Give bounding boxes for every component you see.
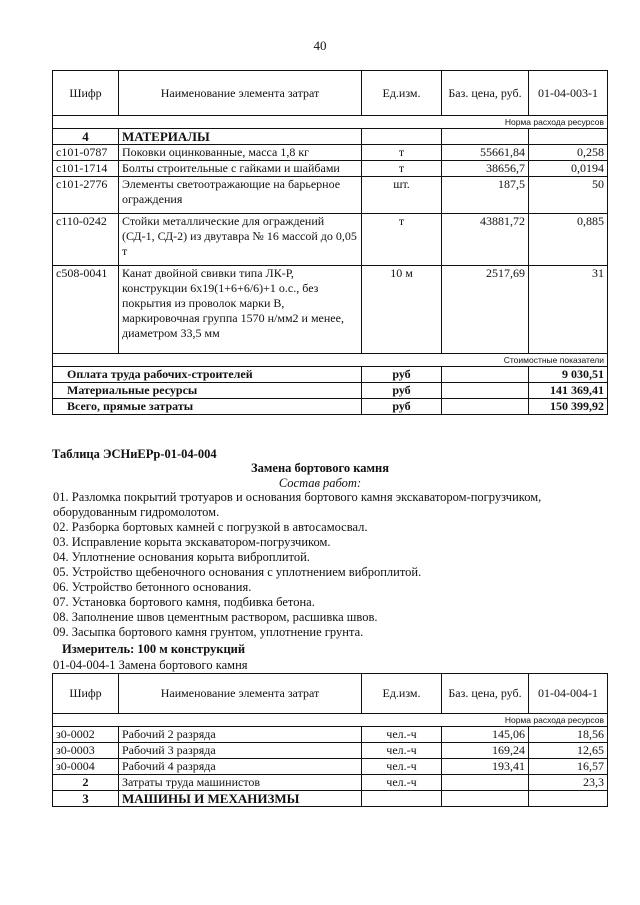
row-name: Стойки металлические для ограждений (СД-1, СД-2) из двутавра № 16 массой до 0,05 т [119, 214, 362, 266]
total-value: 150 399,92 [529, 399, 608, 415]
total-unit: руб [362, 399, 442, 415]
cost-label: Стоимостные показатели [53, 354, 608, 367]
row-price: 43881,72 [442, 214, 529, 266]
col-header-price: Баз. цена, руб. [442, 674, 529, 714]
row-value: 16,57 [529, 759, 608, 775]
row-unit: чел.-ч [362, 775, 442, 791]
row-unit: т [362, 145, 442, 161]
row-code: з0-0004 [53, 759, 119, 775]
table-row [53, 161, 608, 177]
table2-name: 01-04-004-1 Замена бортового камня [53, 658, 248, 672]
row-code: с508-0041 [53, 266, 119, 354]
work-item: 03. Исправление корыта экскаватором-погрузчиком. [53, 535, 331, 549]
row-name: Затраты труда машинистов [119, 775, 362, 791]
section-row [53, 791, 608, 807]
row-price: 2517,69 [442, 266, 529, 354]
row-name: Рабочий 3 разряда [119, 743, 362, 759]
col-header-item: 01-04-004-1 [529, 674, 608, 714]
row-price: 169,24 [442, 743, 529, 759]
total-unit: руб [362, 367, 442, 383]
row-unit: т [362, 214, 442, 266]
row-value: 12,65 [529, 743, 608, 759]
table-row [53, 177, 608, 214]
total-unit: руб [362, 383, 442, 399]
resources-table-2 [52, 673, 608, 807]
row-code: с101-0787 [53, 145, 119, 161]
row-code: с101-1714 [53, 161, 119, 177]
section-title: МАШИНЫ И МЕХАНИЗМЫ [119, 791, 362, 807]
row-name: Рабочий 2 разряда [119, 727, 362, 743]
row-name: Канат двойной свивки типа ЛК-Р, конструкции 6х19(1+6+6/6)+1 о.с., без покрытия из проволок марки В, маркировочная группа 1570 н/мм2 и менее, диаметром 33,5 мм [119, 266, 362, 354]
work-item: 02. Разборка бортовых камней с погрузкой в автосамосвал. [53, 520, 368, 534]
row-code: з0-0003 [53, 743, 119, 759]
table-row [53, 759, 608, 775]
row-price: 145,06 [442, 727, 529, 743]
row-price: 55661,84 [442, 145, 529, 161]
work-item: 01. Разломка покрытий тротуаров и основания бортового камня экскаватором-погрузчиком, [53, 490, 542, 504]
row-unit: чел.-ч [362, 743, 442, 759]
table-row [53, 214, 608, 266]
row-value: 0,258 [529, 145, 608, 161]
total-row [53, 399, 608, 415]
norm-label: Норма расхода ресурсов [53, 714, 608, 727]
table-row [53, 727, 608, 743]
work-item: 07. Установка бортового камня, подбивка бетона. [53, 595, 315, 609]
work-item: 05. Устройство щебеночного основания с уплотнением виброплитой. [53, 565, 422, 579]
table-title: Таблица ЭСНиЕРр-01-04-004 [52, 447, 217, 461]
labor-row [53, 775, 608, 791]
resources-table-1 [52, 70, 608, 415]
work-item: оборудованным гидромолотом. [53, 505, 220, 519]
total-row [53, 367, 608, 383]
row-code: 2 [53, 775, 119, 791]
work-item: 04. Уплотнение основания корыта виброплитой. [53, 550, 310, 564]
col-header-price: Баз. цена, руб. [442, 71, 529, 116]
total-value: 9 030,51 [529, 367, 608, 383]
row-name: Болты строительные с гайками и шайбами [119, 161, 362, 177]
work-item: 08. Заполнение швов цементным раствором, расшивка швов. [53, 610, 378, 624]
row-value: 31 [529, 266, 608, 354]
row-code: з0-0002 [53, 727, 119, 743]
row-code: с101-2776 [53, 177, 119, 214]
row-unit: чел.-ч [362, 759, 442, 775]
table-row [53, 743, 608, 759]
col-header-unit: Ед.изм. [362, 674, 442, 714]
total-value: 141 369,41 [529, 383, 608, 399]
col-header-unit: Ед.изм. [362, 71, 442, 116]
row-price: 38656,7 [442, 161, 529, 177]
work-item: 09. Засыпка бортового камня грунтом, уплотнение грунта. [53, 625, 364, 639]
total-row [53, 383, 608, 399]
row-price: 193,41 [442, 759, 529, 775]
row-value: 50 [529, 177, 608, 214]
row-name: Поковки оцинкованные, масса 1,8 кг [119, 145, 362, 161]
total-name: Оплата труда рабочих-строителей [53, 367, 362, 383]
row-value: 0,0194 [529, 161, 608, 177]
row-unit: 10 м [362, 266, 442, 354]
row-value: 0,885 [529, 214, 608, 266]
total-name: Материальные ресурсы [53, 383, 362, 399]
col-header-name: Наименование элемента затрат [119, 71, 362, 116]
col-header-code: Шифр [53, 71, 119, 116]
row-price: 187,5 [442, 177, 529, 214]
works-label: Состав работ: [278, 476, 362, 490]
col-header-name: Наименование элемента затрат [119, 674, 362, 714]
section-title: МАТЕРИАЛЫ [119, 129, 362, 145]
section-number: 3 [53, 791, 119, 807]
row-unit: чел.-ч [362, 727, 442, 743]
row-value: 18,56 [529, 727, 608, 743]
row-name: Рабочий 4 разряда [119, 759, 362, 775]
row-unit: шт. [362, 177, 442, 214]
row-code: с110-0242 [53, 214, 119, 266]
row-unit: т [362, 161, 442, 177]
total-name: Всего, прямые затраты [53, 399, 362, 415]
table-row [53, 266, 608, 354]
page-number: 40 [313, 38, 327, 53]
table-row [53, 145, 608, 161]
section-subtitle: Замена бортового камня [251, 461, 389, 475]
measure-unit: Измеритель: 100 м конструкций [62, 642, 246, 656]
row-value: 23,3 [529, 775, 608, 791]
col-header-code: Шифр [53, 674, 119, 714]
norm-label: Норма расхода ресурсов [53, 116, 608, 129]
row-name: Элементы светоотражающие на барьерное ограждения [119, 177, 362, 214]
col-header-item: 01-04-003-1 [529, 71, 608, 116]
section-number: 4 [53, 129, 119, 145]
work-item: 06. Устройство бетонного основания. [53, 580, 252, 594]
